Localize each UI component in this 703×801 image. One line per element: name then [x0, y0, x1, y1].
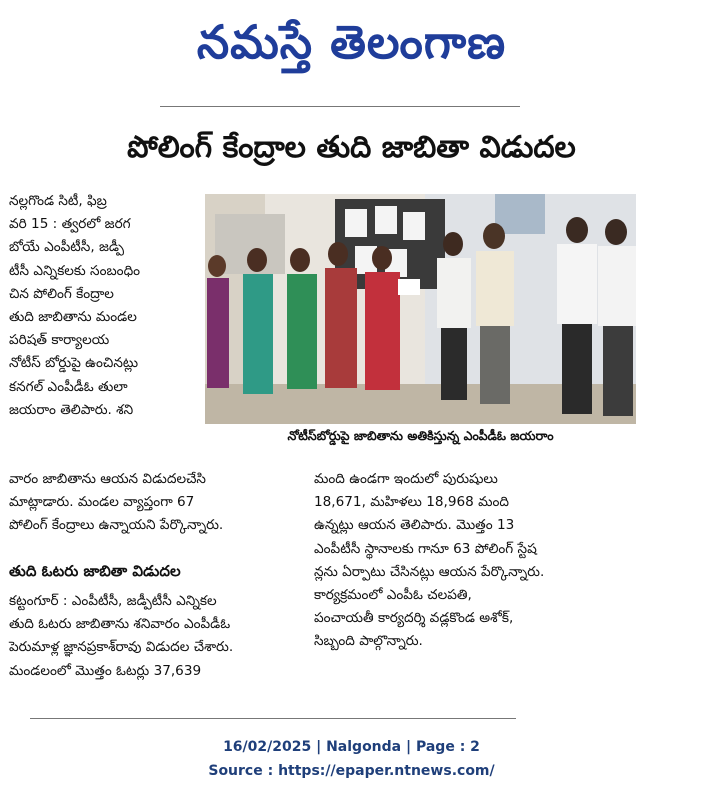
article1-left-column: నల్లగొండ సిటీ, ఫిబ్ర వరి 15 : త్వరలో జరగ బోయే ఎంపీటీసీ, జడ్పీ టీసీ ఎన్నికలకు సంబంధిం చిన పోలింగ్ కేంద్రాల తుది జాబితాను మండల పరిషత్ కార్యాలయ నోటీస్ బోర్డుపై ఉంచినట్లు కనగల్ ఎంపీడీఓ తులా జయరాం తెలిపారు. శని [9, 193, 141, 418]
article-headline: పోలింగ్ కేంద్రాల తుది జాబితా విడుదల [127, 130, 576, 165]
photo-caption: నోటీస్‌బోర్డుపై జాబితాను అతికిస్తున్న ఎంపీడీఓ జయరాం [205, 424, 636, 448]
photo-officials-notice-board [205, 194, 636, 424]
footer-divider [30, 718, 516, 719]
article2-right-column: మంది ఉండగా ఇందులో పురుషులు 18,671, మహిళలు 18,968 మంది ఉన్నట్లు ఆయన తెలిపారు. మొత్తం 13 ఎంపీటీసీ స్థానాలకు గానూ 63 పోలింగ్ స్టేష న్లను ఏర్పాటు చేసినట్లు ఆయన పేర్కొన్నారు. కార్యక్రమంలో ఎంపీఓ చలపతి, పంచాయతీ కార్యదర్శి వడ్లకొండ అశోక్, సిబ్బంది పాల్గొన్నారు. [314, 471, 545, 650]
newspaper-masthead [0, 0, 703, 95]
article1-continued-text: వారం జాబితాను ఆయన విడుదలచేసి మాట్లాడారు. మండల వ్యాప్తంగా 67 పోలింగ్ కేంద్రాలు ఉన్నాయని పేర్కొన్నారు. [9, 471, 224, 534]
article2-left-column: కట్టంగూర్ : ఎంపీటీసీ, జడ్పీటీసీ ఎన్నికల తుది ఓటరు జాబితాను శనివారం ఎంపీడీఓ పెరుమాళ్ల జ్ఞానప్రకాశ్‌రావు విడుదల చేశారు. మండలంలో మొత్తం ఓటర్లు 37,639 [9, 593, 234, 679]
article2-subheading: తుది ఓటరు జాబితా విడుదల [9, 562, 181, 580]
masthead-divider [160, 106, 520, 107]
masthead-title: నమస్తే తెలంగాణ [196, 14, 507, 69]
news-photo [205, 194, 636, 448]
footer-date-edition: 16/02/2025 | Nalgonda | Page : 2 [223, 739, 480, 755]
footer-source: Source : https://epaper.ntnews.com/ [208, 763, 495, 779]
